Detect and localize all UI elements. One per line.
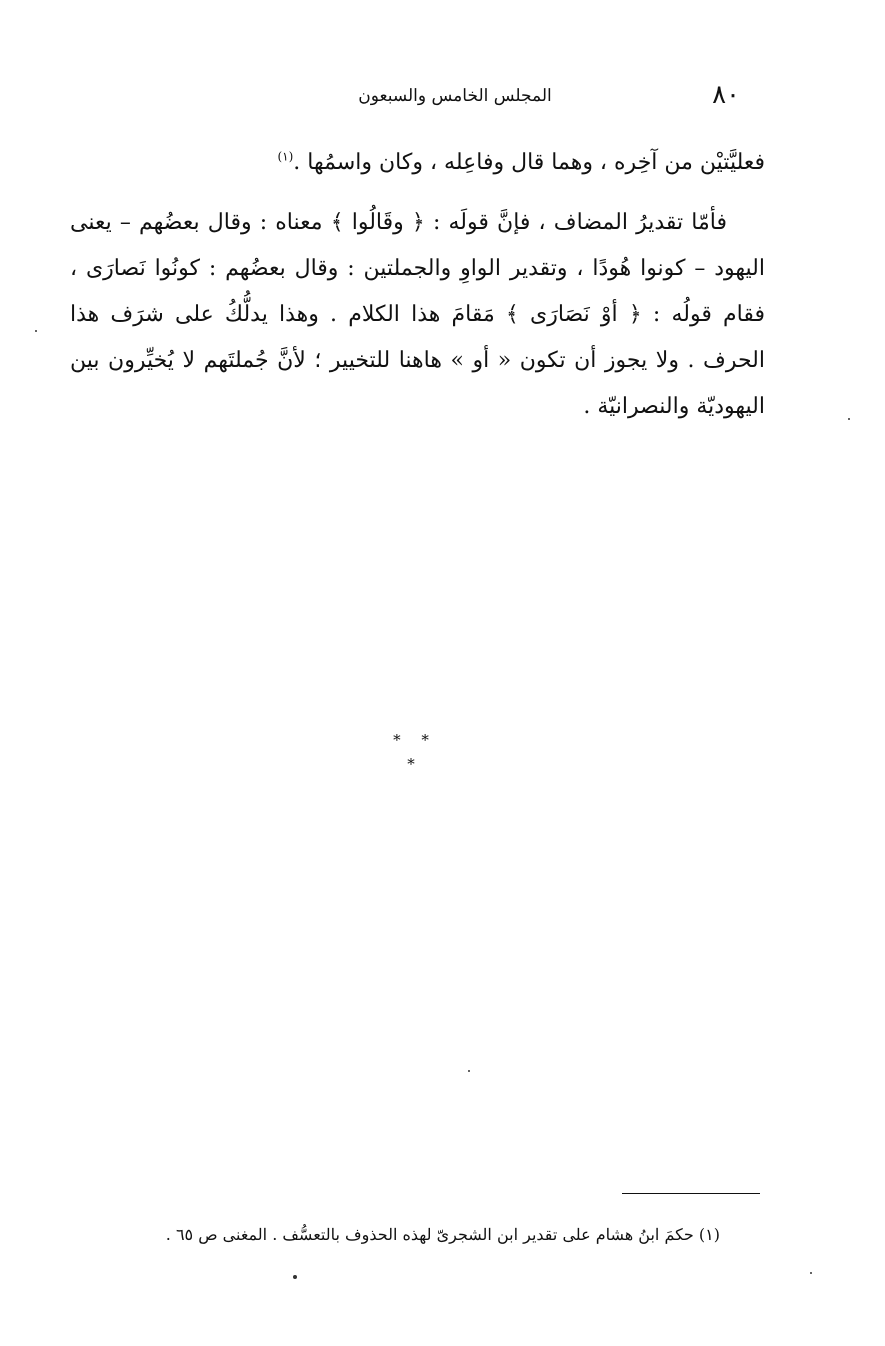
print-speck: [848, 418, 850, 420]
main-paragraph: فأمّا تقديرُ المضاف ، فإنَّ قولَه : ﴿ وقَالُوا ﴾ معناه : وقال بعضُهم – يعنى اليهود – كونوا هُودًا ، وتقدير الواوِ والجملتين : وقال بعضُهم : كونُوا نَصارَى ، فقام قولُه : ﴿ أوْ نَصَارَى ﴾ مَقامَ هذا الكلام . وهذا يدلُّكُ على شرَف هذا الحرف . ولا يجوز أن تكون « أو » هاهنا للتخيير ؛ لأنَّ جُملتَهم لا يُخيِّرون بين اليهوديّة والنصرانيّة .: [70, 210, 765, 419]
page-number: ٨٠: [712, 80, 740, 110]
section-separator: * * *: [393, 731, 437, 773]
print-speck: [293, 1275, 297, 1279]
section-title: المجلس الخامس والسبعون: [358, 86, 552, 106]
opening-line-text: فعليَّتيْن من آخِره ، وهما قال وفاعِله ، وكان واسمُها .: [293, 150, 765, 175]
footnote-rule: [622, 1193, 760, 1194]
body-text: [70, 140, 765, 430]
footnote: (١) حكمَ ابنُ هشام على تقدير ابن الشجرىّ لهذه الحذوف بالتعسُّف . المغنى ص ٦٥ .: [165, 1225, 720, 1244]
running-head: [60, 80, 740, 110]
footnote-reference: (١): [277, 149, 294, 164]
print-speck: [810, 1272, 812, 1274]
opening-line: [70, 140, 765, 186]
print-speck: [35, 330, 37, 332]
print-speck: [468, 1070, 470, 1072]
